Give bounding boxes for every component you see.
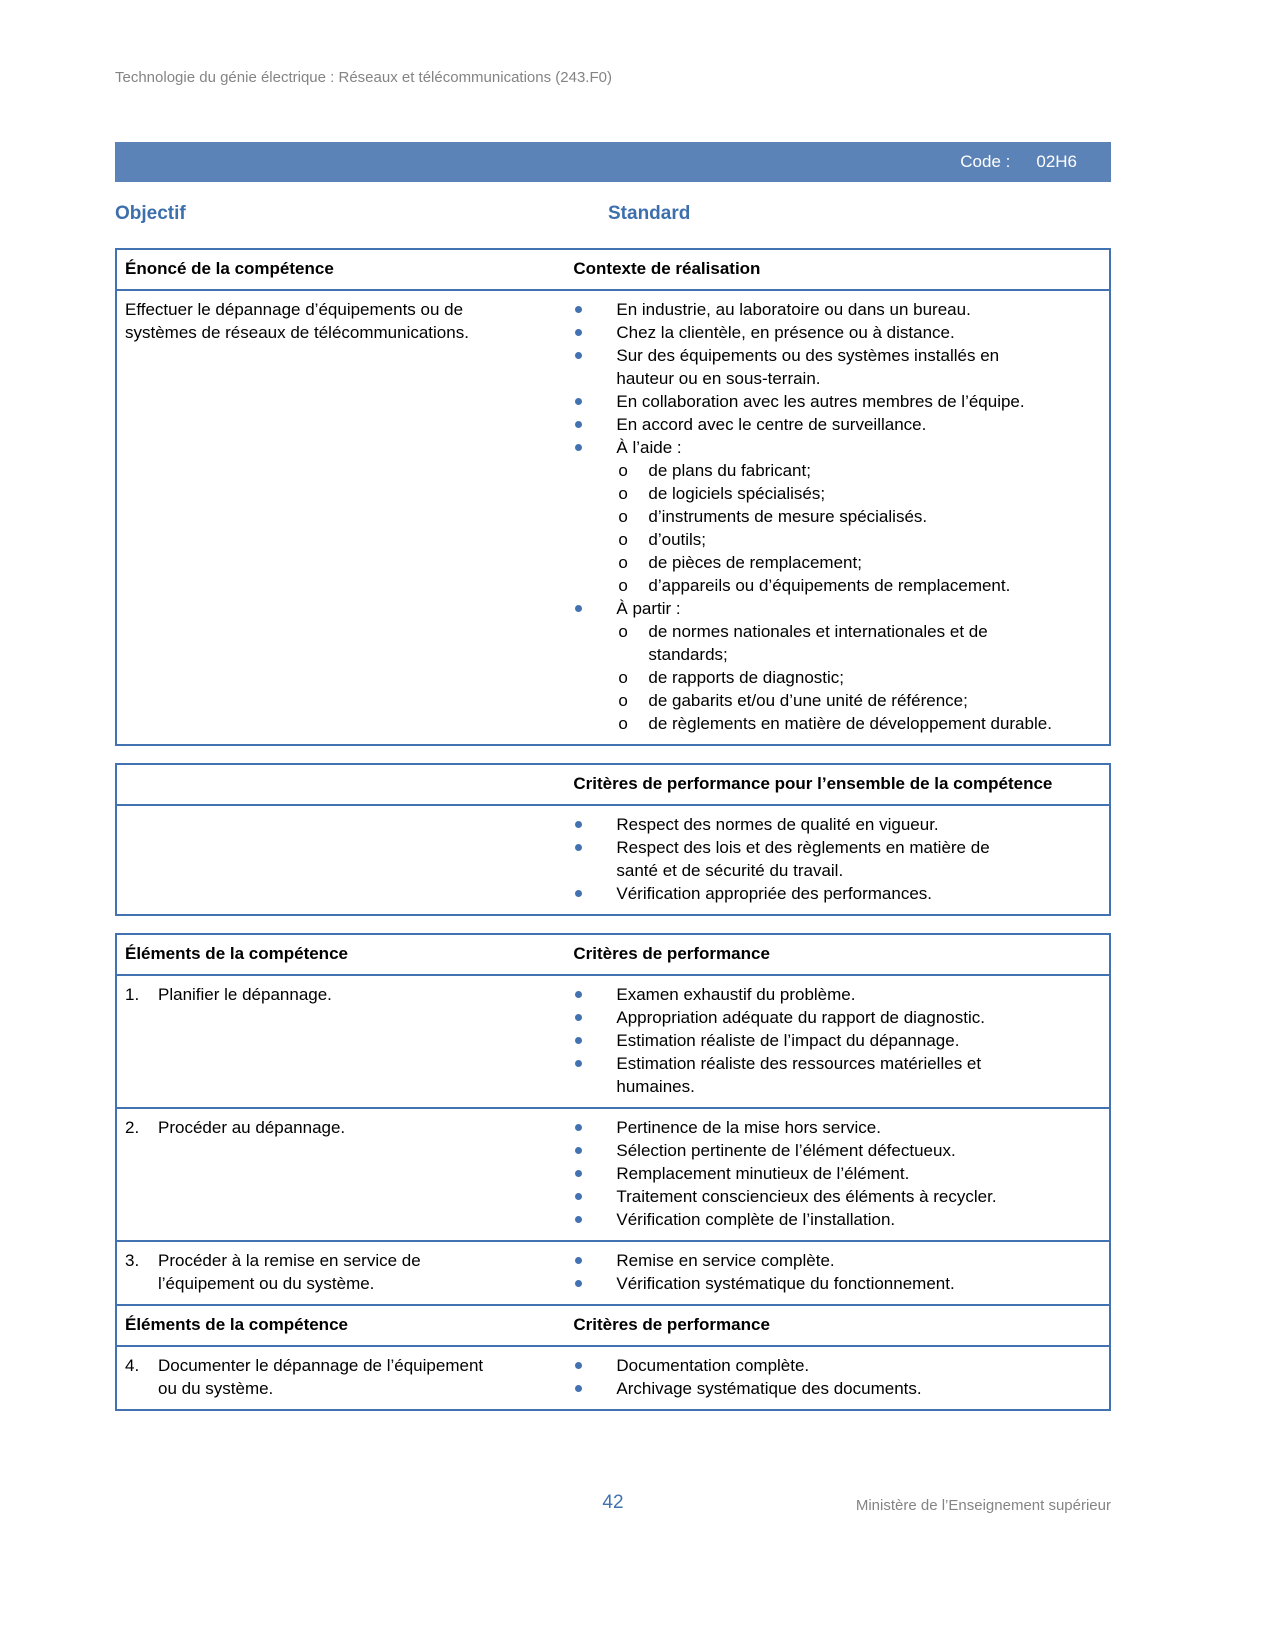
list-item [573,1354,1097,1377]
column-header-elements: Éléments de la compétence [125,944,348,963]
list-item [573,813,1097,836]
bullet-icon [573,983,616,1006]
list-item [573,1116,1097,1139]
bullet-icon [573,1272,616,1295]
list-item [573,436,1097,459]
sub-list-item [618,620,1097,666]
column-header-criteres: Critères de performance [573,1315,770,1334]
header-cell-enonce [117,250,563,289]
list-item-text: Appropriation adéquate du rapport de diagnostic. [616,1008,985,1027]
code-value: 02H6 [1036,152,1077,171]
objectif-heading: Objectif [115,203,186,224]
list-item [573,1208,1097,1231]
bullet-dot [575,890,582,897]
list-item [573,1006,1097,1029]
list-item-text: En collaboration avec les autres membres de l’équipe. [616,392,1025,411]
circle-marker-icon: o [618,668,628,687]
list-item-text: Traitement consciencieux des éléments à recycler. [616,1187,997,1206]
list-item-text: d’instruments de mesure spécialisés. [648,507,928,526]
list-item-text: Remise en service complète. [616,1251,835,1270]
page-footer [115,1491,1111,1517]
bullet-dot [575,1385,582,1392]
bullet-dot [575,1216,582,1223]
bullet-dot [575,1257,582,1264]
circle-marker-icon: o [618,622,628,641]
bullet-icon [573,882,616,905]
bullet-dot [575,1060,582,1067]
list-item-text: Sélection pertinente de l’élément défectueux. [616,1141,956,1160]
list-item-text: Vérification appropriée des performances. [616,884,933,903]
competence-context-table [115,248,1111,746]
element-row-4 [117,1345,1109,1409]
list-item-text: d’outils; [648,530,707,549]
bullet-icon [573,436,616,459]
bullet-icon [573,344,616,390]
bullet-dot [575,1014,582,1021]
list-item-text: Pertinence de la mise hors service. [616,1118,881,1137]
list-item [573,1139,1097,1162]
circle-marker-icon: o [618,576,628,595]
bullet-dot [575,398,582,405]
context-list [573,298,1097,735]
bullet-icon [573,1162,616,1185]
context-cell [563,291,1109,744]
elements-criteria-table [115,933,1111,1411]
list-item-text: Vérification complète de l’installation. [616,1210,896,1229]
table-body-row [117,804,1109,914]
bullet-dot [575,444,582,451]
element-title: Procéder à la remise en service de l’équipement ou du système. [158,1251,421,1293]
bullet-icon [573,1139,616,1162]
bullet-dot [575,605,582,612]
bullet-dot [575,1124,582,1131]
sub-list-item [618,689,1097,712]
running-header: Technologie du génie électrique : Réseaux et télécommunications (243.F0) [115,69,612,86]
element-number: 3. [125,1251,140,1270]
header-cell-contexte [563,250,1109,289]
page-number: 42 [602,1492,624,1513]
list-item-text: d’appareils ou d’équipements de remplacement. [648,576,1011,595]
bullet-icon [573,413,616,436]
bullet-icon [573,1116,616,1139]
global-criteria-list [573,813,1097,905]
circle-marker-icon: o [618,714,628,733]
bullet-dot [575,1147,582,1154]
sub-list-item [618,551,1097,574]
global-criteria-table [115,763,1111,916]
element-number: 4. [125,1356,140,1375]
column-header-enonce: Énoncé de la compétence [125,259,334,278]
bullet-dot [575,352,582,359]
criteria-cell [563,1109,1109,1240]
table-header-row [117,250,1109,289]
statement-cell [117,291,563,744]
list-item-text: Examen exhaustif du problème. [616,985,856,1004]
sub-list-item [618,459,1097,482]
bullet-icon [573,1185,616,1208]
section-labels [115,201,1111,227]
circle-marker-icon: o [618,507,628,526]
bullet-icon [573,836,616,882]
list-item-text: Vérification systématique du fonctionnement. [616,1274,955,1293]
list-item-text: En accord avec le centre de surveillance. [616,415,927,434]
list-item-text: Sur des équipements ou des systèmes installés en hauteur ou en sous-terrain. [616,346,1000,388]
element-number: 2. [125,1118,140,1137]
bullet-icon [573,321,616,344]
table-header-row-repeat [117,1304,1109,1345]
list-item-text: Respect des lois et des règlements en matière de santé et de sécurité du travail. [616,838,990,880]
criteria-cell [563,1242,1109,1304]
list-item-text: Respect des normes de qualité en vigueur. [616,815,939,834]
sub-list-item [618,666,1097,689]
list-item [573,882,1097,905]
table-header-row [117,935,1109,974]
bullet-icon [573,298,616,321]
list-item [573,1029,1097,1052]
list-item-text: de gabarits et/ou d’une unité de référence; [648,691,968,710]
empty-cell [117,765,563,804]
competence-statement: Effectuer le dépannage d’équipements ou de systèmes de réseaux de télécommunications. [125,300,469,342]
criteria-list [573,1116,1097,1231]
bullet-icon [573,1029,616,1052]
sub-list-item [618,482,1097,505]
list-item-text: Archivage systématique des documents. [616,1379,922,1398]
list-item [573,1185,1097,1208]
criteria-list [573,983,1097,1098]
table-body-row [117,289,1109,744]
list-item [573,1162,1097,1185]
criteria-list [573,1354,1097,1400]
circle-marker-icon: o [618,553,628,572]
sub-list-item [618,505,1097,528]
element-title: Procéder au dépannage. [158,1118,346,1137]
bullet-dot [575,1280,582,1287]
column-header-criteres: Critères de performance [573,944,770,963]
element-cell [117,976,563,1107]
list-item [573,597,1097,620]
column-header-contexte: Contexte de réalisation [573,259,761,278]
element-item [125,1354,551,1400]
list-item [573,298,1097,321]
sub-list-item [618,574,1097,597]
list-item-text: de plans du fabricant; [648,461,811,480]
list-item [573,1052,1097,1098]
header-cell-criteres [563,1306,1109,1345]
element-cell [117,1109,563,1240]
bullet-icon [573,1249,616,1272]
element-row-3 [117,1240,1109,1304]
code-label: Code : [960,152,1011,171]
list-item-text: de logiciels spécialisés; [648,484,826,503]
bullet-icon [573,1354,616,1377]
list-item [573,1249,1097,1272]
list-item [573,983,1097,1006]
header-cell-elements [117,1306,563,1345]
empty-cell [117,806,563,914]
circle-marker-icon: o [618,530,628,549]
circle-marker-icon: o [618,484,628,503]
bullet-dot [575,1193,582,1200]
bullet-icon [573,1377,616,1400]
criteria-cell [563,1347,1109,1409]
circle-marker-icon: o [618,461,628,480]
element-cell [117,1242,563,1304]
list-item [573,321,1097,344]
bullet-dot [575,1037,582,1044]
list-item-text: de pièces de remplacement; [648,553,862,572]
list-item-text: de règlements en matière de développement durable. [648,714,1052,733]
code-banner [115,142,1111,182]
list-item [573,344,1097,390]
standard-heading: Standard [608,203,691,224]
bullet-icon [573,1208,616,1231]
column-header-criteres-ensemble: Critères de performance pour l’ensemble de la compétence [573,774,1053,793]
list-item-text: Chez la clientèle, en présence ou à distance. [616,323,955,342]
list-item [573,1377,1097,1400]
footer-ministry: Ministère de l’Enseignement supérieur [855,1497,1111,1514]
list-item-text: de rapports de diagnostic; [648,668,845,687]
bullet-icon [573,813,616,836]
criteria-cell [563,976,1109,1107]
bullet-dot [575,1362,582,1369]
element-row-2 [117,1107,1109,1240]
element-title: Documenter le dépannage de l’équipement ou du système. [158,1356,484,1398]
sub-list-item [618,528,1097,551]
list-item [573,413,1097,436]
bullet-icon [573,597,616,620]
bullet-icon [573,390,616,413]
bullet-icon [573,1006,616,1029]
column-header-elements: Éléments de la compétence [125,1315,348,1334]
element-number: 1. [125,985,140,1004]
bullet-dot [575,991,582,998]
bullet-dot [575,329,582,336]
list-item-text: En industrie, au laboratoire ou dans un bureau. [616,300,971,319]
global-criteria-cell [563,806,1109,914]
circle-marker-icon: o [618,691,628,710]
list-item-text: Remplacement minutieux de l’élément. [616,1164,910,1183]
element-item [125,1249,551,1295]
list-item [573,1272,1097,1295]
header-cell-criteres-ensemble [563,765,1109,804]
list-item-text: À l’aide : [616,438,682,457]
table-header-row [117,765,1109,804]
element-cell [117,1347,563,1409]
sub-list-item [618,712,1097,735]
list-item-text: de normes nationales et internationales et de standards; [648,622,988,664]
list-item-text: Estimation réaliste de l’impact du dépannage. [616,1031,960,1050]
bullet-dot [575,306,582,313]
bullet-icon [573,1052,616,1098]
list-item [573,836,1097,882]
bullet-dot [575,1170,582,1177]
element-row-1 [117,974,1109,1107]
header-cell-elements [117,935,563,974]
criteria-list [573,1249,1097,1295]
element-item [125,983,551,1006]
element-item [125,1116,551,1139]
list-item-text: À partir : [616,599,681,618]
bullet-dot [575,821,582,828]
bullet-dot [575,844,582,851]
element-title: Planifier le dépannage. [158,985,332,1004]
bullet-dot [575,421,582,428]
page-content [115,142,1111,1411]
header-cell-criteres [563,935,1109,974]
list-item-text: Documentation complète. [616,1356,810,1375]
list-item [573,390,1097,413]
list-item-text: Estimation réaliste des ressources matérielles et humaines. [616,1054,982,1096]
